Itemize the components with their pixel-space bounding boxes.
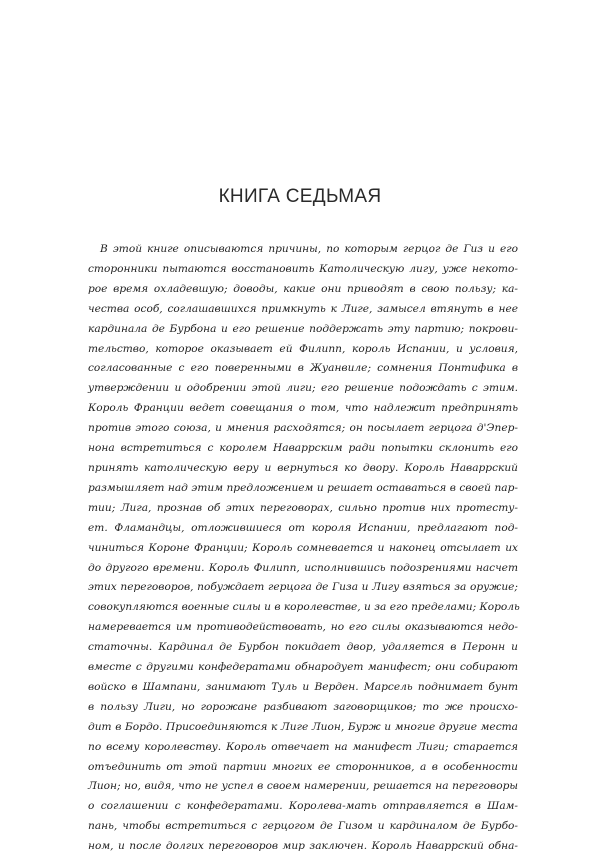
summary-line: пань, чтобы встретиться с герцогом де Гизом и кардиналом де Бурбо- bbox=[88, 820, 518, 833]
summary-line: в пользу Лиги, но горожане разбивают заговорщиков; то же происхо- bbox=[88, 700, 518, 713]
summary-line: тельство, которое оказывает ей Филипп, король Испании, и условия, bbox=[88, 342, 518, 355]
summary-line: совокупляются военные силы и в королевстве, и за его пределами; Король bbox=[88, 601, 520, 614]
summary-line: отъединить от этой партии многих ее сторонников, а в особенности bbox=[88, 760, 518, 773]
summary-line: сторонники пытаются восстановить Католическую лигу, уже некото- bbox=[88, 262, 518, 275]
chapter-title: КНИГА СЕДЬМАЯ bbox=[218, 186, 382, 207]
summary-line: принять католическую веру и вернуться ко двору. Король Наваррский bbox=[88, 461, 518, 474]
summary-line: тии; Лига, прознав об этих переговорах, сильно против них протесту- bbox=[88, 501, 518, 514]
summary-line: до другого времени. Король Филипп, исполнившись подозрениями насчет bbox=[88, 561, 518, 574]
summary-line: нона встретиться с королем Наваррским ради попытки склонить его bbox=[88, 442, 518, 455]
summary-line: вместе с другими конфедератами обнародует манифест; они собирают bbox=[88, 661, 518, 674]
summary-line: дит в Бордо. Присоединяются к Лиге Лион, Бурж и многие другие места bbox=[88, 720, 518, 733]
summary-line: согласованные с его поверенными в Жуанвиле; сомнения Понтифика в bbox=[88, 362, 518, 375]
summary-line: В этой книге описываются причины, по которым герцог де Гиз и его bbox=[100, 243, 518, 255]
summary-line: размышляет над этим предложением и решает оставаться в своей пар- bbox=[88, 481, 518, 494]
summary-line: о соглашении с конфедератами. Королева-мать отправляется в Шам- bbox=[88, 800, 518, 813]
chapter-summary bbox=[88, 240, 518, 857]
summary-line: по всему королевству. Король отвечает на манифест Лиги; старается bbox=[88, 740, 518, 753]
summary-line: кардинала де Бурбона и его решение поддержать эту партию; покрови- bbox=[88, 322, 518, 335]
summary-line: намеревается им противодействовать, но его силы оказываются недо- bbox=[88, 621, 518, 634]
summary-line: против этого союза, и мнения расходятся; он посылает герцога д'Эпер- bbox=[88, 422, 518, 435]
summary-line: утверждении и одобрении этой лиги; его решение подождать с этим. bbox=[88, 382, 518, 395]
summary-line: Лион; но, видя, что не успел в своем намерении, решается на переговоры bbox=[88, 780, 518, 793]
summary-line: войско в Шампани, занимают Туль и Верден. Марсель поднимает бунт bbox=[88, 680, 518, 693]
summary-line: ном, и после долгих переговоров мир заключен. Король Наваррский обна- bbox=[88, 840, 518, 853]
summary-line: рое время охладевшую; доводы, какие они приводят в свою пользу; ка- bbox=[88, 282, 518, 295]
summary-line: этих переговоров, побуждает герцога де Гиза и Лигу взяться за оружие; bbox=[88, 581, 518, 594]
summary-line: чества особ, соглашавшихся примкнуть к Лиге, замысел втянуть в нее bbox=[88, 302, 518, 315]
summary-line: статочны. Кардинал де Бурбон покидает двор, удаляется в Перонн и bbox=[88, 641, 518, 654]
summary-line: Король Франции ведет совещания о том, что надлежит предпринять bbox=[88, 402, 518, 415]
summary-line: чиниться Короне Франции; Король сомневается и наконец отсылает их bbox=[88, 541, 518, 554]
summary-line: ет. Фламандцы, отложившиеся от короля Испании, предлагают под- bbox=[88, 521, 518, 534]
